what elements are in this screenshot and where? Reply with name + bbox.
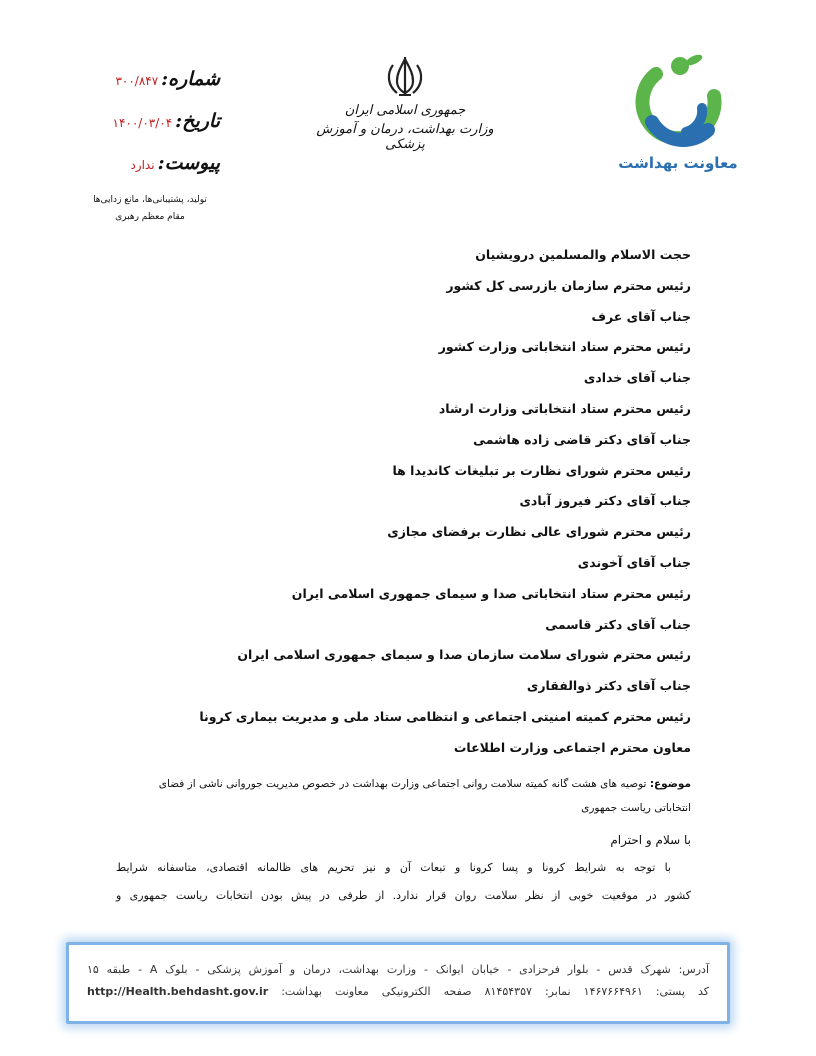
date-value: ۱۴۰۰/۰۳/۰۴ [112, 116, 173, 130]
recipient-line: جناب آقای دکتر فیروز آبادی [519, 493, 691, 509]
subject-text-1: توصیه های هشت گانه کمیته سلامت روانی اجتماعی وزارت بهداشت در خصوص مدیریت جوروانی ناشی از فضای [158, 778, 647, 790]
logo-caption: معاونت بهداشت [618, 154, 738, 172]
recipient-line: معاون محترم اجتماعی وزارت اطلاعات [453, 739, 691, 755]
date-label: تاریخ: [175, 110, 220, 132]
body-paragraph-line-2: کشور در موقعیت خوبی از نظر سلامت روان قرار ندارد. از طرفی در پیش بودن انتخابات ریاست جمهوری و [116, 889, 691, 902]
attachment-label: پیوست: [157, 152, 220, 174]
recipient-line: جناب آقای دکتر ذوالفقاری [526, 678, 691, 694]
recipient-line: حجت الاسلام والمسلمین درویشیان [475, 247, 691, 262]
cc-line-1: تولید، پشتیبانی‌ها، مانع زدایی‌ها [93, 195, 207, 205]
letter-meta [90, 68, 220, 194]
recipient-line: رئیس محترم ستاد انتخاباتی وزارت کشور [438, 339, 691, 355]
letter-footer [66, 942, 730, 1024]
body-paragraph-line-1: با توجه به شرایط کرونا و پسا کرونا و تبعات آن و نیز تحریم های ظالمانه اقتصادی، متاسفانه شرایط [116, 861, 671, 874]
footer-contact-line [87, 981, 709, 1003]
recipient-line: جناب آقای خدادی [583, 370, 691, 386]
recipient-line: رئیس محترم ستاد انتخاباتی صدا و سیمای جمهوری اسلامی ایران [291, 585, 691, 601]
recipient-line: رئیس محترم شورای سلامت سازمان صدا و سیمای جمهوری اسلامی ایران [237, 647, 691, 663]
emblem-country-name: جمهوری اسلامی ایران [344, 103, 466, 118]
recipient-line: رئیس محترم شورای نظارت بر تبلیغات کاندیدا ها [392, 462, 691, 478]
footer-contact: کد پستی: ۱۴۶۷۶۶۴۹۶۱ نمابر: ۸۱۴۵۴۳۵۷ صفحه الکترونیکی معاونت بهداشت: [281, 985, 709, 998]
letter-subject [121, 772, 691, 820]
letter-date-row [90, 110, 220, 152]
recipient-line: رئیس محترم شورای عالی نظارت برفضای مجازی [387, 524, 691, 540]
recipient-line: رئیس محترم کمیته امنیتی اجتماعی و انتظامی ستاد ملی و مدیریت بیماری کرونا [199, 708, 691, 724]
recipient-list [131, 240, 691, 764]
salutation: با سلام و احترام [610, 833, 691, 847]
health-deputy-logo-icon [628, 52, 728, 152]
recipient-line: جناب آقای دکتر قاسمی [545, 616, 691, 632]
emblem-ministry-name: وزارت بهداشت، درمان و آموزش پزشکی [316, 122, 494, 152]
recipient-line: جناب آقای آخوندی [577, 554, 691, 570]
health-deputy-logo [618, 52, 738, 182]
subject-line-1 [121, 772, 691, 796]
iran-emblem-block [300, 55, 510, 175]
letter-number-row [90, 68, 220, 110]
footer-website-link[interactable]: http://Health.behdasht.gov.ir [87, 985, 269, 998]
number-label: شماره: [161, 68, 220, 90]
iran-emblem-icon [383, 55, 427, 99]
attachment-value: ندارد [130, 158, 155, 172]
letter-cc-note [70, 192, 230, 226]
subject-line-2: انتخاباتی ریاست جمهوری [581, 802, 691, 814]
recipient-line: رئیس محترم ستاد انتخاباتی وزارت ارشاد [438, 400, 691, 416]
footer-address: آدرس: شهرک قدس - بلوار فرحزادی - خیابان ایوانک - وزارت بهداشت، درمان و آموزش پزشکی - بلوک A - طبقه ۱۵ [87, 963, 709, 976]
recipient-line: رئیس محترم سازمان بازرسی کل کشور [446, 277, 691, 293]
subject-label: موضوع: [649, 778, 691, 790]
cc-line-2: مقام معظم رهبری [115, 212, 185, 222]
recipient-line: جناب آقای دکتر قاضی زاده هاشمی [473, 431, 691, 447]
letter-body [116, 826, 691, 910]
letter-attachment-row [90, 152, 220, 194]
recipient-line: جناب آقای عرف [591, 308, 691, 324]
number-value: ۳۰۰/۸۴۷ [115, 74, 159, 88]
